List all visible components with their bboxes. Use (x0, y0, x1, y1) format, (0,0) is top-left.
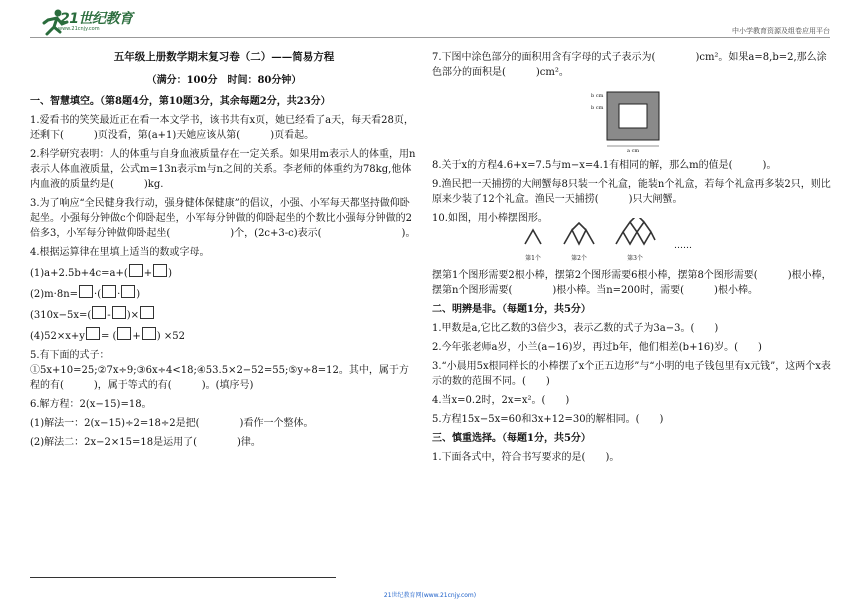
q4d-op: = ( (100, 331, 117, 342)
judge-4: 4.当x=0.2时，2x=x²。( ) (432, 395, 570, 406)
q4c-op: - (107, 310, 111, 321)
q4b-close: ) (136, 289, 141, 300)
stick-figure-2 (562, 222, 596, 266)
q4a-op: + (143, 268, 153, 279)
answer-box[interactable] (153, 264, 167, 277)
platform-name: 中小学教育资源及组卷应用平台 (732, 27, 830, 35)
question-4a (30, 264, 418, 281)
footer-link[interactable]: 21世纪教育网(www.21cnjy.com) (383, 592, 477, 599)
q4a-close: ) (168, 268, 173, 279)
header-divider (30, 37, 830, 38)
judge-2: 2.今年张老师a岁，小兰(a−16)岁，再过b年，他们相差(b+16)岁。( ) (432, 342, 762, 353)
square-frame-figure (432, 84, 832, 154)
q4d-op2: + (132, 331, 141, 342)
fig-label-a: a cm (627, 148, 640, 154)
question-4c (30, 306, 418, 323)
answer-box[interactable] (86, 327, 100, 340)
answer-box[interactable] (140, 306, 154, 319)
answer-box[interactable] (79, 285, 93, 298)
question-6b: (2)解法二：2x−2×15=18是运用了( )律。 (30, 437, 261, 448)
question-10: 10.如图，用小棒摆图形。 (432, 213, 548, 224)
stick-label-1: 第1个 (525, 255, 541, 262)
q4b-op2: · (117, 289, 121, 300)
question-7: 7.下图中涂色部分的面积用含有字母的式子表示为( )cm²。如果a=8,b=2,那么涂色部分的面积是( )cm²。 (432, 52, 827, 78)
question-4d (30, 327, 418, 344)
question-9: 9.渔民把一天捕捞的大闸蟹每8只装一个礼盒，能装n个礼盒，若每个礼盒再多装2只，则比原来少装了12个礼盒。渔民一天捕捞( )只大闸蟹。 (432, 179, 831, 205)
logo-url: www.21cnjy.com (58, 26, 100, 32)
question-1: 1.爱看书的笑笑最近正在看一本文学书，该书共有x页，她已经看了a天，每天看28页，还剩下( )页没看，第(a+1)天她应该从第( )页看起。 (30, 115, 414, 141)
answer-box[interactable] (112, 306, 126, 319)
question-3: 3.为了响应“全民健身我行动，强身健体保健康”的倡议，小强、小军每天都坚持做仰卧起坐。小强每分钟做c个仰卧起坐，小军每分钟做的仰卧起坐的个数比小强每分钟做的2倍多3，小军每分钟做仰卧起坐( )个，(2c+3-c)表示( )。 (30, 198, 416, 239)
stick-label-3: 第3个 (627, 255, 643, 262)
stick-label-2: 第2个 (571, 255, 587, 262)
q4b-op: ·( (94, 289, 102, 300)
answer-box[interactable] (117, 327, 131, 340)
stick-dots: …… (674, 241, 692, 251)
section-2-heading: 二、明辨是非。（每题1分，共5分） (432, 304, 591, 315)
answer-box[interactable] (121, 285, 135, 298)
fig-label-b2: b cm (591, 105, 604, 111)
section-1-heading: 一、智慧填空。（第8题4分，第10题3分，其余每题2分，共23分） (30, 96, 331, 107)
question-6a: (1)解法一：2(x−15)÷2=18÷2是把( )看作一个整体。 (30, 418, 314, 429)
judge-5: 5.方程15x−5x=60和3x+12=30的解相同。( ) (432, 414, 664, 425)
stick-figure-1 (522, 224, 544, 266)
paper-subtitle: （满分：100分 时间：80分钟） (146, 75, 302, 86)
question-10b: 摆第1个图形需要2根小棒，摆第2个图形需要6根小棒，摆第8个图形需要( )根小棒，摆第n个图形需要( )根小棒。当n=200时，需要( )根小棒。 (432, 270, 832, 296)
paper-title: 五年级上册数学期末复习卷（二）——简易方程 (113, 51, 335, 63)
question-6: 6.解方程：2(x−15)=18。 (30, 399, 152, 410)
question-4: 4.根据运算律在里填上适当的数或字母。 (30, 247, 210, 258)
q4a-text: (1)a+2.5b+4c=a+( (30, 268, 128, 279)
q4d-close: ) ×52 (156, 331, 185, 342)
question-5: 5.有下面的式子：①5x+10=25;②7x÷9;③6x÷4<18;④53.5×2−52=55;⑤y÷8=12。其中，属于方程的有( )，属于等式的有( )。(填序号) (30, 350, 409, 391)
q4c-close: )× (126, 310, 139, 321)
answer-box[interactable] (129, 264, 143, 277)
stick-figure-3 (614, 218, 656, 266)
fig-label-b: b cm (591, 93, 604, 99)
shaded-frame-diagram (587, 84, 677, 154)
section-3-heading: 三、慎重选择。（每题1分，共5分） (432, 433, 591, 444)
answer-box[interactable] (92, 306, 106, 319)
choice-1: 1.下面各式中，符合书写要求的是( )。 (432, 452, 620, 463)
right-column (432, 50, 832, 469)
q4d-text: (4)52×x+y (30, 331, 85, 342)
judge-3: 3.“小晨用5x根同样长的小棒摆了x个正五边形”与“小明的电子钱包里有x元钱”，这两个x表示的数的范围不同。( ) (432, 361, 831, 387)
answer-box[interactable] (102, 285, 116, 298)
judge-1: 1.甲数是a,它比乙数的3倍少3，表示乙数的式子为3a−3。( ) (432, 323, 719, 334)
question-4b (30, 285, 418, 302)
question-8: 8.关于x的方程4.6+x=7.5与m−x=4.1有相同的解，那么m的值是( )。 (432, 160, 777, 171)
answer-box[interactable] (142, 327, 156, 340)
q4b-text: (2)m·8n= (30, 289, 79, 300)
logo-text: 21世纪教育 (60, 11, 133, 27)
left-column (30, 50, 418, 454)
stick-figures (522, 230, 832, 266)
q4c-text: (310x−5x=( (30, 310, 92, 321)
question-2: 2.科学研究表明：人的体重与自身血液质量存在一定关系。如果用m表示人的体重，用n表示人体血液质量，公式m=13n表示m与n之间的关系。李老师的体重约为78kg,他体内血液的质量约是( )kg. (30, 149, 416, 190)
footer-divider (30, 577, 336, 578)
